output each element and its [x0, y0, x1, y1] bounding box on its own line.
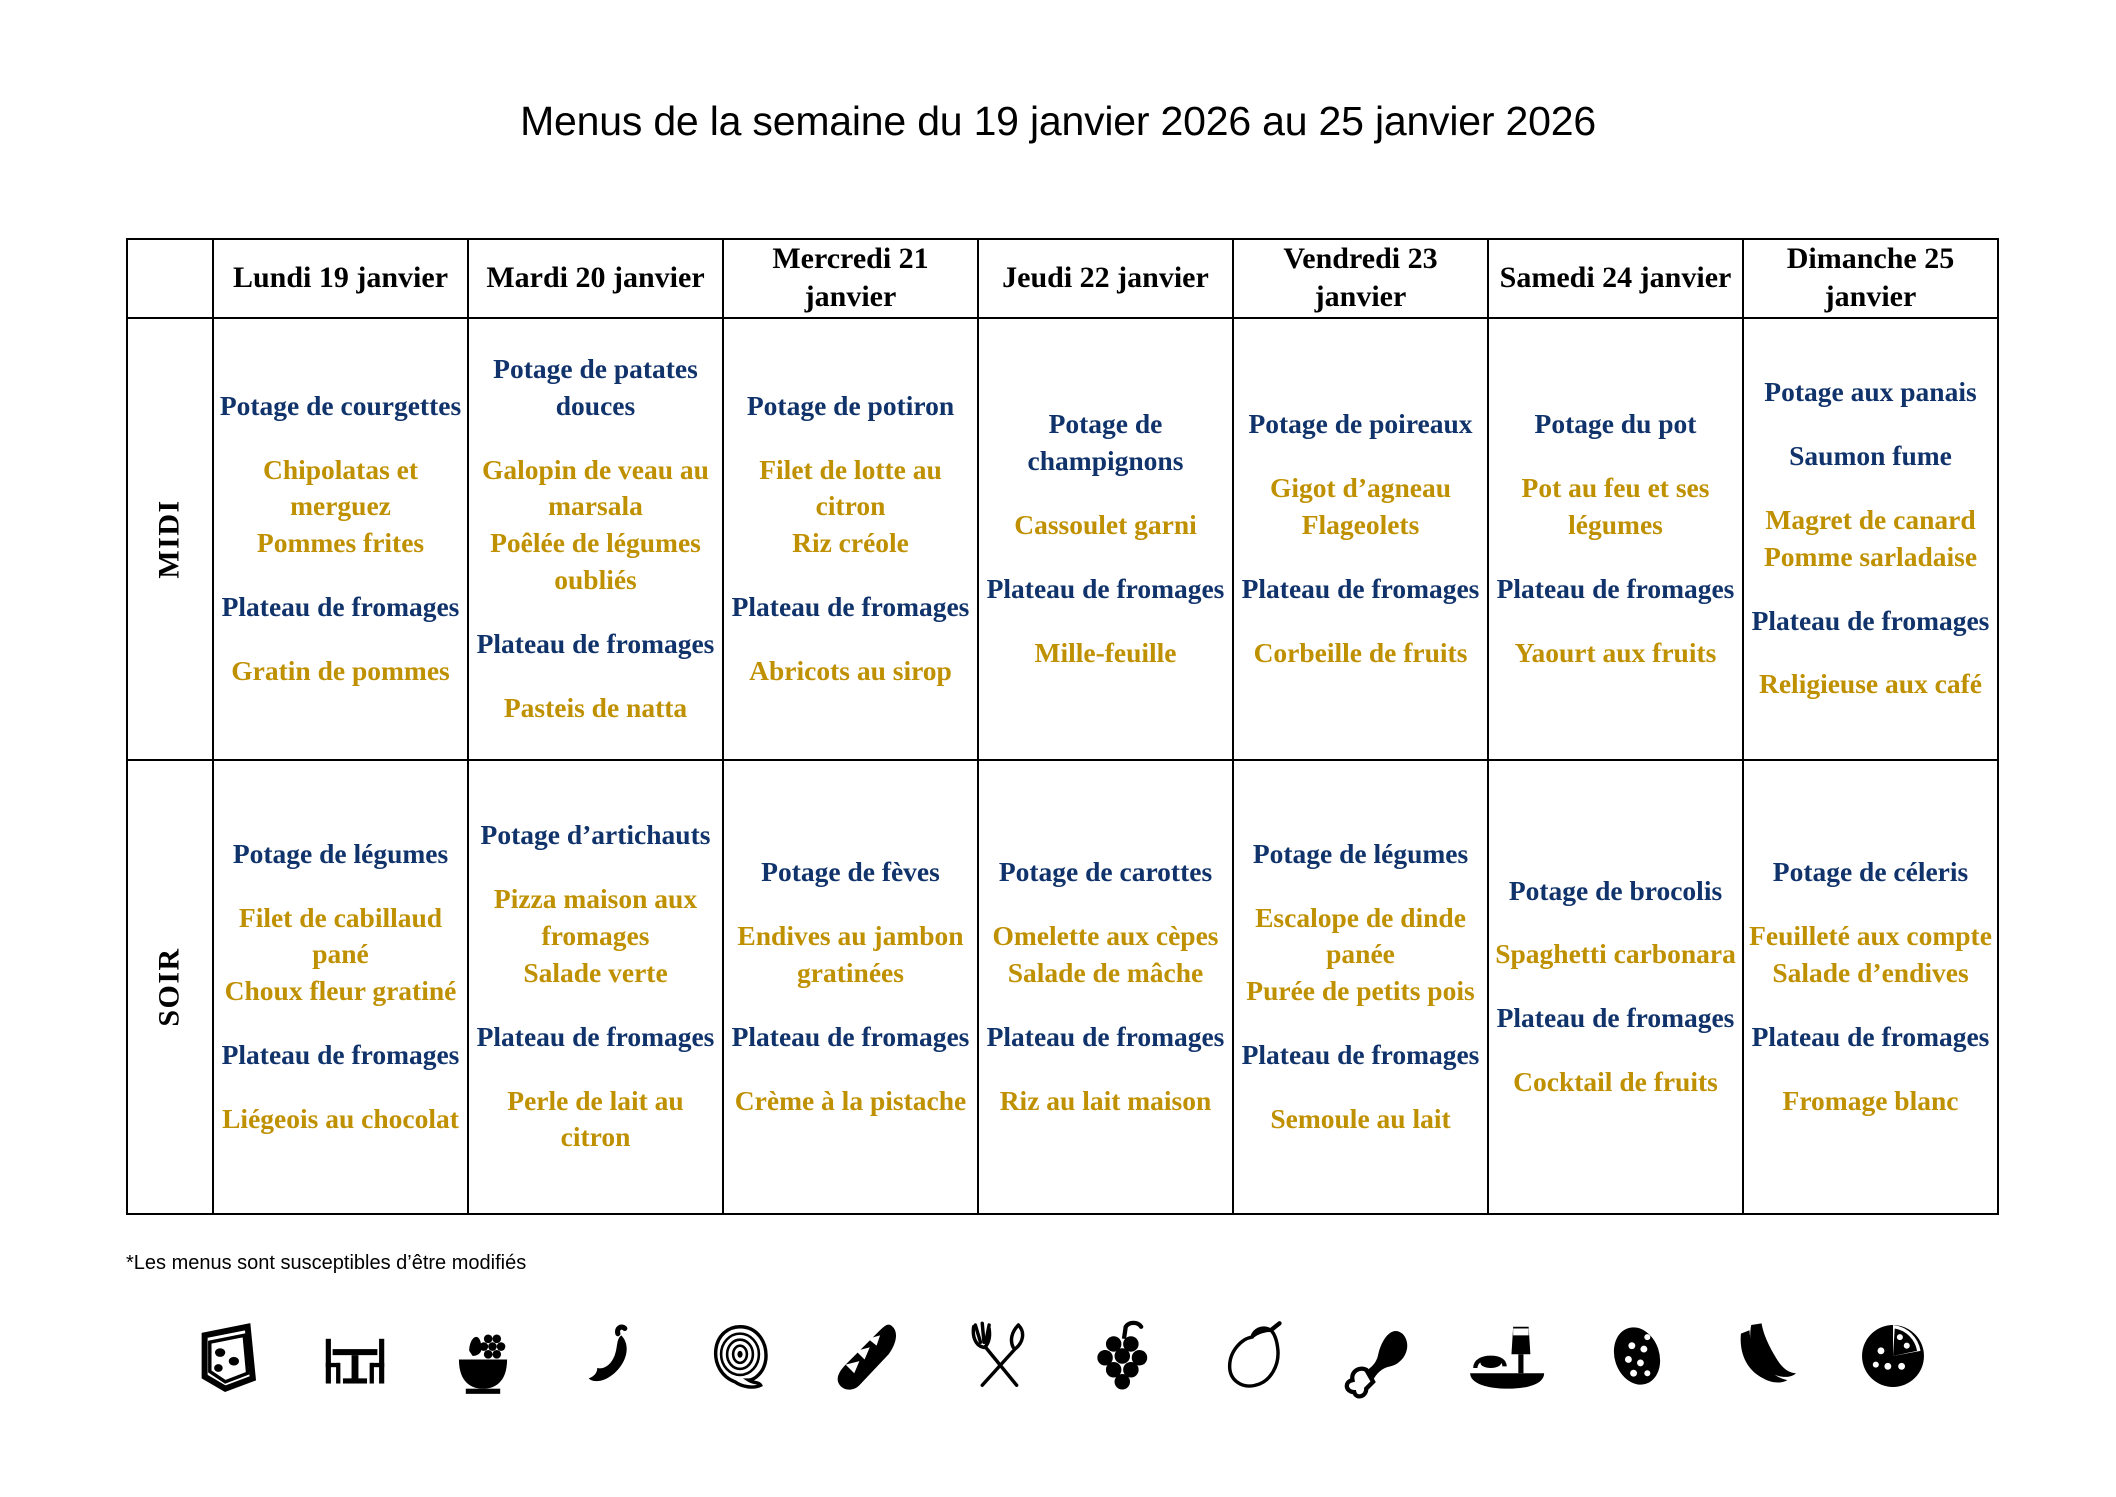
menu-item-main: Escalope de dinde panée Purée de petits pois	[1246, 901, 1475, 1007]
footnote: *Les menus sont susceptibles d’être modifiés	[126, 1252, 527, 1274]
bananas-icon	[1713, 1304, 1817, 1408]
menu-item-dessert: Fromage blanc	[1782, 1084, 1959, 1116]
menu-item-cheese: Plateau de fromages	[221, 1039, 460, 1071]
wine-and-plate-icon	[1456, 1304, 1560, 1408]
menu-item-starter: Potage de légumes	[1252, 837, 1469, 869]
menu-item-starter: Potage de légumes	[232, 837, 449, 869]
menu-item-main: Galopin de veau au marsala Poêlée de légumes oubliés	[482, 453, 709, 596]
menu-item-starter: Potage de potiron	[746, 389, 955, 421]
menu-item-dessert: Religieuse aux café	[1758, 668, 1982, 700]
chicken-drumstick-icon	[1328, 1304, 1432, 1408]
menu-item-main: Endives au jambon gratinées	[737, 920, 964, 988]
menu-item-starter: Potage du pot	[1534, 408, 1697, 440]
menu-item-main: Chipolatas et merguez Pommes frites	[256, 453, 425, 559]
eggplant-icon	[1200, 1304, 1304, 1408]
menu-item-starter: Potage d’artichauts	[480, 819, 711, 851]
menu-item-dessert: Crème à la pistache	[734, 1084, 967, 1116]
fruit-bowl-icon	[431, 1304, 535, 1408]
meal-cell-midi-dimanche	[1743, 318, 1998, 760]
menu-item-dessert: Pasteis de natta	[503, 691, 688, 723]
row-label-soir	[127, 760, 213, 1214]
meal-cell-midi-lundi	[213, 318, 468, 760]
day-header-lundi: Lundi 19 janvier	[213, 239, 468, 318]
menu-item-main: Feuilleté aux compte Salade d’endives	[1749, 920, 1992, 988]
menu-item-starter: Potage de céleris	[1772, 856, 1969, 888]
menu-item-cheese: Plateau de fromages	[1751, 604, 1990, 636]
menu-item-starter: Potage aux panais	[1764, 376, 1977, 408]
day-header-jeudi: Jeudi 22 janvier	[978, 239, 1233, 318]
grapes-icon	[1072, 1304, 1176, 1408]
menu-item-cheese: Plateau de fromages	[221, 591, 460, 623]
menu-item-main: Pot au feu et ses légumes	[1521, 472, 1710, 540]
table-header-row	[127, 239, 1998, 318]
chili-pepper-icon	[559, 1304, 663, 1408]
menu-item-starter: Saumon fume	[1789, 440, 1952, 472]
meal-cell-soir-mardi	[468, 760, 723, 1214]
baguette-icon	[816, 1304, 920, 1408]
meal-cell-soir-samedi	[1488, 760, 1743, 1214]
menu-item-cheese: Plateau de fromages	[1496, 1002, 1735, 1034]
menu-item-starter: Potage de patates douces	[493, 352, 698, 421]
menu-item-cheese: Plateau de fromages	[1241, 572, 1480, 604]
menu-item-cheese: Plateau de fromages	[476, 627, 715, 659]
menu-item-dessert: Liégeois au chocolat	[222, 1102, 459, 1134]
menu-item-dessert: Mille-feuille	[1034, 636, 1177, 668]
menu-item-starter: Potage de courgettes	[219, 389, 462, 421]
menu-item-dessert: Perle de lait au citron	[507, 1084, 684, 1153]
row-label-midi	[127, 318, 213, 760]
day-header-mardi: Mardi 20 janvier	[468, 239, 723, 318]
fork-and-knife-icon	[944, 1304, 1048, 1408]
meal-cell-soir-dimanche	[1743, 760, 1998, 1214]
menu-item-main: Pizza maison aux fromages Salade verte	[493, 883, 698, 988]
menu-item-cheese: Plateau de fromages	[1496, 572, 1735, 604]
day-header-vendredi: Vendredi 23 janvier	[1233, 239, 1488, 318]
row-label-midi-text: MIDI	[153, 499, 186, 579]
day-header-mercredi: Mercredi 21 janvier	[723, 239, 978, 318]
menu-item-starter: Potage de carottes	[998, 856, 1213, 888]
table-row-midi	[127, 318, 1998, 760]
menu-item-main: Filet de cabillaud pané Choux fleur gratiné	[224, 901, 457, 1007]
table-row-soir	[127, 760, 1998, 1214]
menu-item-cheese: Plateau de fromages	[1241, 1039, 1480, 1071]
menu-item-main: Gigot d’agneau Flageolets	[1269, 472, 1452, 540]
cheese-wedge-icon	[175, 1304, 279, 1408]
menu-item-cheese: Plateau de fromages	[986, 1020, 1225, 1052]
menu-item-dessert: Cocktail de fruits	[1513, 1066, 1718, 1098]
menu-item-dessert: Yaourt aux fruits	[1514, 636, 1717, 668]
pizza-slice-icon	[1841, 1304, 1945, 1408]
menu-item-dessert: Gratin de pommes	[231, 654, 450, 686]
menu-item-starter: Potage de poireaux	[1248, 408, 1473, 440]
menu-item-main: Cassoulet garni	[1014, 508, 1197, 540]
meal-cell-soir-vendredi	[1233, 760, 1488, 1214]
onion-slice-icon	[688, 1304, 792, 1408]
day-header-dimanche: Dimanche 25 janvier	[1743, 239, 1998, 318]
menu-item-main: Spaghetti carbonara	[1495, 938, 1736, 970]
corner-cell	[127, 239, 213, 318]
menu-item-cheese: Plateau de fromages	[731, 1020, 970, 1052]
menu-item-starter: Potage de champignons	[1027, 408, 1184, 477]
meal-cell-midi-samedi	[1488, 318, 1743, 760]
menu-item-dessert: Semoule au lait	[1270, 1102, 1451, 1134]
meal-cell-soir-mercredi	[723, 760, 978, 1214]
weekly-menu-table	[126, 238, 1999, 1215]
food-icon-strip	[175, 1296, 1945, 1416]
menu-item-main: Omelette aux cèpes Salade de mâche	[992, 920, 1219, 988]
meal-cell-soir-jeudi	[978, 760, 1233, 1214]
meal-cell-soir-lundi	[213, 760, 468, 1214]
table-and-chairs-icon	[303, 1304, 407, 1408]
row-label-soir-text: SOIR	[152, 947, 186, 1027]
menu-item-starter: Potage de fèves	[761, 856, 940, 888]
kiwi-icon	[1585, 1304, 1689, 1408]
menu-item-dessert: Corbeille de fruits	[1253, 636, 1468, 668]
menu-item-cheese: Plateau de fromages	[476, 1020, 715, 1052]
menu-item-cheese: Plateau de fromages	[1751, 1020, 1990, 1052]
menu-item-cheese: Plateau de fromages	[731, 591, 970, 623]
menu-item-dessert: Riz au lait maison	[999, 1084, 1212, 1116]
menu-item-main: Filet de lotte au citron Riz créole	[759, 453, 942, 559]
menu-item-dessert: Abricots au sirop	[749, 654, 952, 686]
page-title: Menus de la semaine du 19 janvier 2026 au 25 janvier 2026	[520, 98, 1596, 144]
meal-cell-midi-mardi	[468, 318, 723, 760]
meal-cell-midi-vendredi	[1233, 318, 1488, 760]
menu-item-main: Magret de canard Pomme sarladaise	[1763, 503, 1978, 572]
meal-cell-midi-mercredi	[723, 318, 978, 760]
meal-cell-midi-jeudi	[978, 318, 1233, 760]
menu-item-starter: Potage de brocolis	[1508, 874, 1723, 906]
menu-item-cheese: Plateau de fromages	[986, 572, 1225, 604]
day-header-samedi: Samedi 24 janvier	[1488, 239, 1743, 318]
